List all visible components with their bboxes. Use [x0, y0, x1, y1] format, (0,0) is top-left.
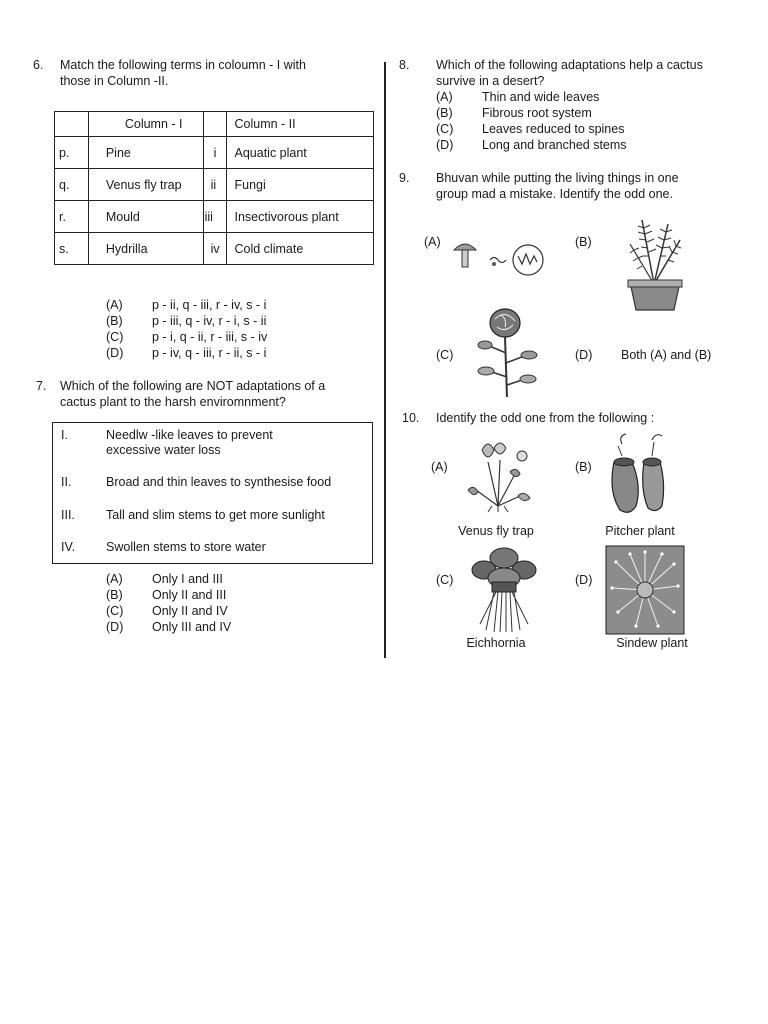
- table-row: [55, 233, 374, 265]
- venus-fly-trap-icon: [458, 432, 538, 512]
- table-header-cell: Column - I: [88, 112, 203, 137]
- option-label: (D): [436, 138, 454, 152]
- statement-text: excessive water loss: [106, 443, 221, 457]
- statement-text: Swollen stems to store water: [106, 540, 266, 554]
- option-label: (D): [575, 348, 593, 362]
- option-label: (B): [575, 235, 592, 249]
- option-text: Only I and III: [152, 572, 223, 586]
- pitcher-plant-icon: [604, 432, 672, 516]
- question-text: cactus plant to the harsh enviromnment?: [60, 395, 286, 409]
- option-label: (A): [431, 460, 448, 474]
- statement-number: I.: [61, 428, 68, 442]
- option-label: (A): [106, 298, 123, 312]
- table-cell: Insectivorous plant: [226, 201, 374, 233]
- option-text: Both (A) and (B): [621, 348, 712, 362]
- option-label: (A): [436, 90, 453, 104]
- question-number: 6.: [33, 58, 44, 72]
- option-text: Leaves reduced to spines: [482, 122, 625, 136]
- statement-text: Tall and slim stems to get more sunlight: [106, 508, 325, 522]
- match-table: [54, 111, 374, 265]
- table-header-row: [55, 112, 374, 137]
- table-cell: Cold climate: [226, 233, 374, 265]
- table-cell: Hydrilla: [88, 233, 203, 265]
- option-text: p - iii, q - iv, r - i, s - ii: [152, 314, 267, 328]
- option-label: (B): [106, 314, 123, 328]
- table-header-cell: Column - II: [226, 112, 374, 137]
- table-cell: r.: [55, 201, 89, 233]
- table-row: [55, 201, 374, 233]
- option-text: Fibrous root system: [482, 106, 592, 120]
- option-label: (B): [436, 106, 453, 120]
- option-label: (C): [436, 573, 454, 587]
- question-text: Identify the odd one from the following :: [436, 411, 655, 425]
- table-cell: Mould: [88, 201, 203, 233]
- option-label: (C): [106, 330, 124, 344]
- option-label: (A): [424, 235, 441, 249]
- question-text: Which of the following are NOT adaptations of a: [60, 379, 326, 393]
- table-cell: p.: [55, 137, 89, 169]
- statement-text: Broad and thin leaves to synthesise food: [106, 475, 332, 489]
- statement-number: IV.: [61, 540, 76, 554]
- question-number: 10.: [402, 411, 420, 425]
- table-row: [55, 137, 374, 169]
- option-label: (C): [436, 348, 454, 362]
- option-label: (B): [106, 588, 123, 602]
- option-label: (D): [575, 573, 593, 587]
- table-cell: Venus fly trap: [88, 169, 203, 201]
- question-text: group mad a mistake. Identify the odd one.: [436, 187, 673, 201]
- image-caption: Pitcher plant: [605, 524, 675, 538]
- option-text: Only III and IV: [152, 620, 232, 634]
- question-number: 7.: [36, 379, 47, 393]
- option-label: (D): [106, 346, 124, 360]
- mushroom-microbes-icon: [448, 236, 548, 276]
- table-header-cell: [55, 112, 89, 137]
- rose-plant-icon: [473, 305, 543, 401]
- question-number: 9.: [399, 171, 410, 185]
- question-text: Bhuvan while putting the living things in one: [436, 171, 679, 185]
- table-cell: i: [203, 137, 226, 169]
- table-cell: iii: [203, 201, 226, 233]
- eichhornia-icon: [468, 544, 544, 634]
- table-cell: iv: [203, 233, 226, 265]
- table-cell: Aquatic plant: [226, 137, 374, 169]
- image-caption: Eichhornia: [466, 636, 526, 650]
- option-text: Only II and III: [152, 588, 227, 602]
- option-label: (C): [436, 122, 454, 136]
- statement-number: II.: [61, 475, 72, 489]
- option-text: p - i, q - ii, r - iii, s - iv: [152, 330, 268, 344]
- option-text: Long and branched stems: [482, 138, 627, 152]
- table-cell: s.: [55, 233, 89, 265]
- question-text: Which of the following adaptations help a cactus: [436, 58, 703, 72]
- image-caption: Venus fly trap: [458, 524, 534, 538]
- option-label: (C): [106, 604, 124, 618]
- question-text: those in Column -II.: [60, 74, 169, 88]
- statement-text: Needlw -like leaves to prevent: [106, 428, 273, 442]
- option-text: p - iv, q - iii, r - ii, s - i: [152, 346, 267, 360]
- question-text: Match the following terms in coloumn - I with: [60, 58, 306, 72]
- option-label: (A): [106, 572, 123, 586]
- option-label: (B): [575, 460, 592, 474]
- option-label: (D): [106, 620, 124, 634]
- option-text: p - ii, q - iii, r - iv, s - i: [152, 298, 267, 312]
- potted-fern-icon: [622, 214, 688, 312]
- statement-number: III.: [61, 508, 75, 522]
- option-text: Only II and IV: [152, 604, 228, 618]
- table-cell: ii: [203, 169, 226, 201]
- column-divider: [384, 62, 386, 658]
- table-header-cell: [203, 112, 226, 137]
- table-cell: q.: [55, 169, 89, 201]
- table-cell: Fungi: [226, 169, 374, 201]
- question-number: 8.: [399, 58, 410, 72]
- question-text: survive in a desert?: [436, 74, 545, 88]
- table-row: [55, 169, 374, 201]
- option-text: Thin and wide leaves: [482, 90, 600, 104]
- table-cell: Pine: [88, 137, 203, 169]
- sundew-icon: [606, 546, 684, 634]
- image-caption: Sindew plant: [616, 636, 688, 650]
